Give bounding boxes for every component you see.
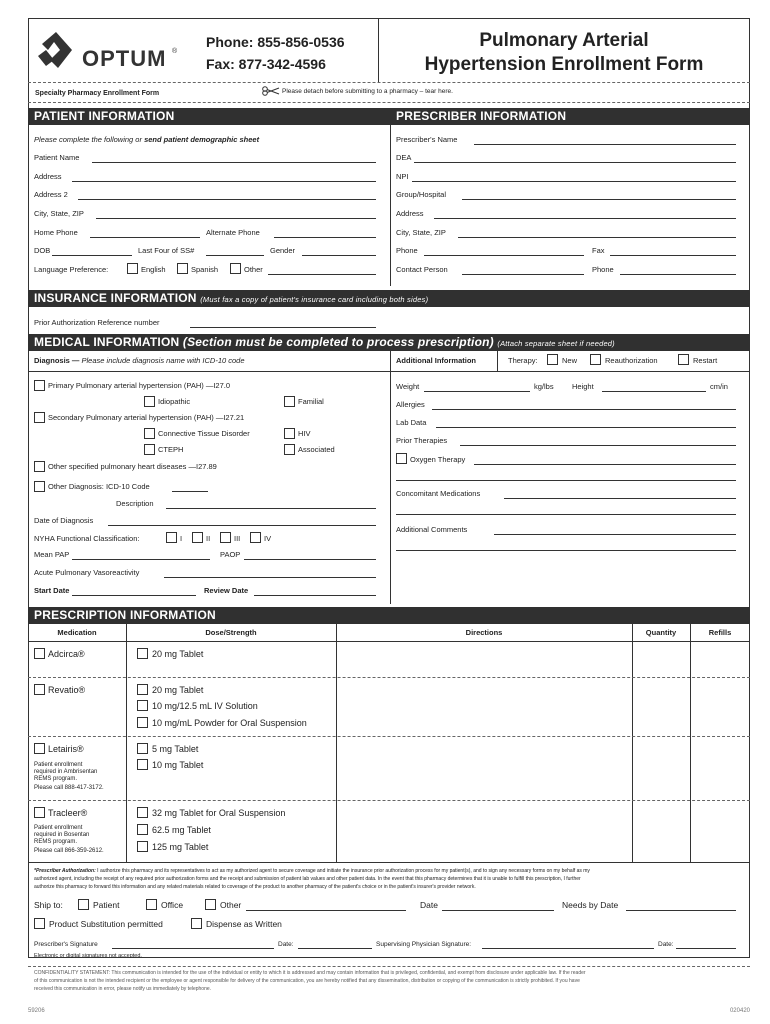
comments-field-2[interactable] xyxy=(396,550,736,551)
lab-data-label: Lab Data xyxy=(396,418,427,427)
patient-city-field[interactable] xyxy=(96,218,376,219)
col-medication: Medication xyxy=(57,628,97,637)
patient-intro-text: Please complete the following or xyxy=(34,135,145,144)
familial-checkbox[interactable] xyxy=(284,396,295,407)
contact-phone-field[interactable] xyxy=(620,274,736,275)
patient-prescriber-divider xyxy=(390,125,391,286)
ship-other-checkbox[interactable] xyxy=(205,899,216,910)
dea-label: DEA xyxy=(396,153,412,162)
prior-auth-label: Prior Authorization Reference number xyxy=(34,318,160,327)
home-phone-label: Home Phone xyxy=(34,228,78,237)
therapy-reauth-checkbox[interactable] xyxy=(590,354,601,365)
footer-date-code: 020420 xyxy=(729,1008,750,1014)
medical-section-subtitle: (Section must be completed to process prescription) xyxy=(182,335,494,349)
supervising-date-label: Date: xyxy=(658,941,674,948)
insurance-note: (Must fax a copy of patient's insurance card including both sides) xyxy=(200,295,429,304)
medical-note: (Attach separate sheet if needed) xyxy=(497,339,615,348)
prescriber-section-title: PRESCRIBER INFORMATION xyxy=(396,109,567,123)
oxygen-therapy-field-2[interactable] xyxy=(396,480,736,481)
paop-field[interactable] xyxy=(244,559,376,560)
date-diagnosis-field[interactable] xyxy=(108,525,376,526)
auth-line-2: authorized agent, including the receipt of any required prior authorization forms and the receipt and submission of patient lab values and other patient data. In the event that this pharmacy determines that it is unable to fulfill this prescription, I further xyxy=(34,876,581,882)
needs-by-label: Needs by Date xyxy=(562,900,619,910)
ship-office-checkbox[interactable] xyxy=(146,899,157,910)
adcirca-20mg-label: 20 mg Tablet xyxy=(152,649,204,659)
ship-patient-label: Patient xyxy=(93,900,120,910)
letairis-checkbox[interactable] xyxy=(34,743,45,754)
tear-line-top xyxy=(28,82,750,83)
patient-address-label: Address xyxy=(34,172,62,181)
allergies-label: Allergies xyxy=(396,400,425,409)
prescription-header-rule xyxy=(28,641,750,642)
diagnosis-heading xyxy=(34,356,245,366)
prescription-section-header xyxy=(28,607,750,624)
col-refills: Refills xyxy=(708,628,732,637)
tracleer-62mg-label: 62.5 mg Tablet xyxy=(152,825,211,835)
insurance-section-title: INSURANCE INFORMATION xyxy=(34,291,197,305)
supervising-date-field[interactable] xyxy=(676,948,736,949)
diagnosis-heading-bold: Diagnosis — xyxy=(34,356,82,365)
contact-person-label: Contact Person xyxy=(396,265,448,274)
diagnosis-heading-text: Please include diagnosis name with ICD-10 code xyxy=(81,356,245,365)
dob-label: DOB xyxy=(34,246,51,255)
prescription-section-title: PRESCRIPTION INFORMATION xyxy=(34,608,216,622)
associated-checkbox[interactable] xyxy=(284,444,295,455)
cteph-label: CTEPH xyxy=(158,445,184,454)
tracleer-note-2: required in Bosentan xyxy=(34,832,90,838)
electronic-note: Electronic or digital signatures not accepted. xyxy=(34,953,142,959)
ship-date-label: Date xyxy=(420,900,438,910)
prescriber-city-label: City, State, ZIP xyxy=(396,228,446,237)
auth-text-1: I authorize this pharmacy and its representatives to act as my authorized agent to secure coverage and initiate the insurance prior authorization process for my patient(s), and to sign any necessary forms on my behalf as my xyxy=(95,868,590,874)
home-phone-field[interactable] xyxy=(90,237,200,238)
letairis-10mg-label: 10 mg Tablet xyxy=(152,760,204,770)
nyha-ii-label: II xyxy=(206,534,211,543)
rx-col-line-1 xyxy=(126,624,127,862)
npi-field[interactable] xyxy=(412,181,736,182)
secondary-pah-label: Secondary Pulmonary arterial hypertension (PAH) —I27.21 xyxy=(48,413,245,422)
patient-city-label: City, State, ZIP xyxy=(34,209,84,218)
tracleer-125mg-label: 125 mg Tablet xyxy=(152,842,209,852)
other-diagnosis-label: Other Diagnosis: ICD-10 Code xyxy=(48,482,150,491)
ctd-label: Connective Tissue Disorder xyxy=(158,429,250,438)
revatio-iv-checkbox[interactable] xyxy=(137,700,148,711)
idiopathic-label: Idiopathic xyxy=(158,397,191,406)
icd10-code-field[interactable] xyxy=(172,491,208,492)
revatio-20mg-label: 20 mg Tablet xyxy=(152,685,204,695)
english-label: English xyxy=(141,265,166,274)
alt-phone-label: Alternate Phone xyxy=(206,228,260,237)
revatio-checkbox[interactable] xyxy=(34,684,45,695)
adcirca-checkbox[interactable] xyxy=(34,648,45,659)
nyha-i-checkbox[interactable] xyxy=(166,532,177,543)
english-checkbox[interactable] xyxy=(127,263,138,274)
patient-name-label: Patient Name xyxy=(34,153,80,162)
language-label: Language Preference: xyxy=(34,265,109,274)
height-field[interactable] xyxy=(602,391,706,392)
description-field[interactable] xyxy=(166,508,376,509)
associated-label: Associated xyxy=(298,445,335,454)
prescriber-city-field[interactable] xyxy=(458,237,736,238)
group-field[interactable] xyxy=(462,199,736,200)
primary-pah-checkbox[interactable] xyxy=(34,380,45,391)
review-date-field[interactable] xyxy=(254,595,376,596)
weight-label: Weight xyxy=(396,382,420,391)
footer-form-number: 59206 xyxy=(28,1008,45,1014)
hiv-checkbox[interactable] xyxy=(284,428,295,439)
ship-office-label: Office xyxy=(161,900,184,910)
additional-info-heading: Additional Information xyxy=(396,356,476,365)
familial-label: Familial xyxy=(298,397,324,406)
therapy-restart-label: Restart xyxy=(693,356,718,365)
review-date-label: Review Date xyxy=(204,586,249,595)
tracleer-note-3: REMS program. xyxy=(34,839,78,845)
ship-other-field[interactable] xyxy=(246,910,406,911)
prescriber-fax-field[interactable] xyxy=(610,255,736,256)
tracleer-note-1: Patient enrollment xyxy=(34,825,83,831)
optum-logo-mark-icon xyxy=(36,30,78,70)
rx-col-line-2 xyxy=(336,624,337,862)
header-phone: Phone: 855-856-0536 xyxy=(206,34,345,50)
daw-checkbox[interactable] xyxy=(191,918,202,929)
concomitant-label: Concomitant Medications xyxy=(396,489,481,498)
tracleer-62mg-checkbox[interactable] xyxy=(137,824,148,835)
therapy-label: Therapy: xyxy=(508,356,538,365)
allergies-field[interactable] xyxy=(432,409,736,410)
gender-label: Gender xyxy=(270,246,296,255)
nyha-iv-checkbox[interactable] xyxy=(250,532,261,543)
prescriber-fax-label: Fax xyxy=(592,246,605,255)
comments-field[interactable] xyxy=(494,534,736,535)
other-diagnosis-checkbox[interactable] xyxy=(34,481,45,492)
cmin-label: cm/in xyxy=(710,382,728,391)
substitution-checkbox[interactable] xyxy=(34,918,45,929)
date-diagnosis-label: Date of Diagnosis xyxy=(34,516,94,525)
gender-field[interactable] xyxy=(302,255,376,256)
ship-patient-checkbox[interactable] xyxy=(78,899,89,910)
description-label: Description xyxy=(116,499,154,508)
secondary-pah-checkbox[interactable] xyxy=(34,412,45,423)
letairis-note-1: Patient enrollment xyxy=(34,762,83,768)
letairis-10mg-checkbox[interactable] xyxy=(137,759,148,770)
rx-row-sep-1 xyxy=(28,677,750,678)
optum-logo-text: OPTUM xyxy=(82,46,167,71)
spanish-label: Spanish xyxy=(191,265,219,274)
paop-label: PAOP xyxy=(220,550,241,559)
letairis-5mg-checkbox[interactable] xyxy=(137,743,148,754)
specialty-form-label: Specialty Pharmacy Enrollment Form xyxy=(35,90,160,97)
signature-date-label: Date: xyxy=(278,941,294,948)
hiv-label: HIV xyxy=(298,429,311,438)
nyha-iii-label: III xyxy=(234,534,241,543)
idiopathic-checkbox[interactable] xyxy=(144,396,155,407)
detach-note: Please detach before submitting to a pharmacy – tear here. xyxy=(282,88,453,95)
prescriber-address-field[interactable] xyxy=(434,218,736,219)
other-language-label: Other xyxy=(244,265,263,274)
alt-phone-field[interactable] xyxy=(274,237,376,238)
primary-pah-label: Primary Pulmonary arterial hypertension (PAH) —I27.0 xyxy=(48,381,231,390)
patient-section-header xyxy=(28,108,390,125)
revatio-20mg-checkbox[interactable] xyxy=(137,684,148,695)
letairis-note-2: required in Ambrisentan xyxy=(34,769,98,775)
patient-intro-bold: send patient demographic sheet xyxy=(144,135,260,144)
ssn-field[interactable] xyxy=(206,255,264,256)
prescriber-name-field[interactable] xyxy=(474,144,736,145)
prior-auth-field[interactable] xyxy=(190,327,376,328)
optum-logo-reg: ® xyxy=(172,48,178,55)
letairis-note-3: REMS program. xyxy=(34,776,78,782)
comments-label: Additional Comments xyxy=(396,525,468,534)
col-dose: Dose/Strength xyxy=(205,628,257,637)
start-date-label: Start Date xyxy=(34,586,70,595)
vasoreactivity-field[interactable] xyxy=(164,577,376,578)
cteph-checkbox[interactable] xyxy=(144,444,155,455)
patient-intro xyxy=(34,135,259,145)
daw-label: Dispense as Written xyxy=(206,919,282,929)
group-label: Group/Hospital xyxy=(396,190,447,199)
confidential-line-2: of this communication is not the intended recipient or the employee or agent responsible for delivery of the communication, you are hereby notified that any dissemination, distribution or copying of the communication is strictly prohibited. If you have xyxy=(34,978,580,984)
scissors-icon xyxy=(262,86,280,96)
lab-data-field[interactable] xyxy=(436,427,736,428)
patient-address-field[interactable] xyxy=(72,181,376,182)
medical-section-header xyxy=(28,334,750,351)
patient-name-field[interactable] xyxy=(92,162,376,163)
mean-pap-label: Mean PAP xyxy=(34,550,70,559)
header-fax: Fax: 877-342-4596 xyxy=(206,56,326,72)
concomitant-field[interactable] xyxy=(504,498,736,499)
therapy-new-label: New xyxy=(562,356,578,365)
letairis-5mg-label: 5 mg Tablet xyxy=(152,744,199,754)
substitution-label: Product Substitution permitted xyxy=(49,919,163,929)
therapy-reauth-label: Reauthorization xyxy=(605,356,658,365)
nyha-iv-label: IV xyxy=(264,534,272,543)
prescriber-phone-field[interactable] xyxy=(424,255,584,256)
patient-section-title: PATIENT INFORMATION xyxy=(34,109,175,123)
npi-label: NPI xyxy=(396,172,409,181)
prescriber-address-label: Address xyxy=(396,209,424,218)
dob-field[interactable] xyxy=(52,255,132,256)
col-quantity: Quantity xyxy=(645,628,677,637)
confidential-line-3: received this communication in error, please notify us immediately by telephone. xyxy=(34,986,212,992)
oxygen-therapy-label: Oxygen Therapy xyxy=(410,455,466,464)
oxygen-therapy-field[interactable] xyxy=(474,464,736,465)
other-language-field[interactable] xyxy=(268,274,376,275)
dea-field[interactable] xyxy=(414,162,736,163)
nyha-ii-checkbox[interactable] xyxy=(192,532,203,543)
auth-line-1 xyxy=(34,868,590,875)
therapy-restart-checkbox[interactable] xyxy=(678,354,689,365)
contact-person-field[interactable] xyxy=(462,274,584,275)
revatio-iv-label: 10 mg/12.5 mL IV Solution xyxy=(152,701,258,711)
letairis-label: Letairis® xyxy=(48,744,84,754)
patient-address2-label: Address 2 xyxy=(34,190,68,199)
ship-date-field[interactable] xyxy=(442,910,554,911)
prescriber-signature-label: Prescriber's Signature xyxy=(34,941,98,948)
contact-phone-label: Phone xyxy=(592,265,614,274)
confidential-top-rule xyxy=(28,966,750,967)
col-directions: Directions xyxy=(465,628,503,637)
optum-logo xyxy=(36,28,206,78)
tracleer-note-4: Please call 866-359-2612. xyxy=(34,848,104,854)
rx-row-sep-3 xyxy=(28,800,750,801)
auth-lead: *Prescriber Authorization: xyxy=(34,868,96,874)
needs-by-field[interactable] xyxy=(626,910,736,911)
signature-date-field[interactable] xyxy=(298,948,372,949)
adcirca-20mg-checkbox[interactable] xyxy=(137,648,148,659)
ship-to-label: Ship to: xyxy=(34,900,63,910)
tracleer-125mg-checkbox[interactable] xyxy=(137,841,148,852)
tear-line-bottom xyxy=(28,102,750,103)
form-title-line1: Pulmonary Arterial xyxy=(479,30,649,51)
additional-info-divider xyxy=(497,351,498,371)
tracleer-label: Tracleer® xyxy=(48,808,88,818)
ctd-checkbox[interactable] xyxy=(144,428,155,439)
therapy-new-checkbox[interactable] xyxy=(547,354,558,365)
supervising-signature-label: Supervising Physician Signature: xyxy=(376,941,472,948)
nyha-iii-checkbox[interactable] xyxy=(220,532,231,543)
prescriber-section-header xyxy=(390,108,750,125)
adcirca-label: Adcirca® xyxy=(48,649,85,659)
prescriber-name-label: Prescriber's Name xyxy=(396,135,458,144)
prescriber-phone-label: Phone xyxy=(396,246,418,255)
form-title-line2: Hypertension Enrollment Form xyxy=(424,54,704,75)
ship-other-label: Other xyxy=(220,900,242,910)
rx-col-line-3 xyxy=(632,624,633,862)
supervising-signature-field[interactable] xyxy=(482,948,654,949)
revatio-label: Revatio® xyxy=(48,685,86,695)
other-language-checkbox[interactable] xyxy=(230,263,241,274)
other-pulmonary-label: Other specified pulmonary heart diseases —I27.89 xyxy=(48,462,217,471)
prescriber-signature-field[interactable] xyxy=(112,948,274,949)
insurance-section-header xyxy=(28,290,750,307)
mean-pap-field[interactable] xyxy=(72,559,210,560)
concomitant-field-2[interactable] xyxy=(396,514,736,515)
prior-therapies-field[interactable] xyxy=(460,445,736,446)
tracleer-checkbox[interactable] xyxy=(34,807,45,818)
start-date-field[interactable] xyxy=(72,595,196,596)
tracleer-32mg-checkbox[interactable] xyxy=(137,807,148,818)
rx-row-sep-2 xyxy=(28,736,750,737)
nyha-label: NYHA Functional Classification: xyxy=(34,534,140,543)
medical-column-divider xyxy=(390,351,391,604)
rx-col-line-4 xyxy=(690,624,691,862)
ssn-label: Last Four of SS# xyxy=(138,246,195,255)
confidential-line-1: CONFIDENTIALITY STATEMENT: This communication is intended for the use of the individual or entity to which it is addressed and may contain information that is privileged, confidential, and exempt from disclosure under applicable law. If the reader xyxy=(34,970,586,976)
nyha-i-label: I xyxy=(180,534,183,543)
oxygen-therapy-checkbox[interactable] xyxy=(396,453,407,464)
revatio-powder-checkbox[interactable] xyxy=(137,717,148,728)
auth-line-3: authorize this pharmacy to forward this information and any related materials related to coverage of the product to another pharmacy of the patient's choice or in the patient's insurer's provider network. xyxy=(34,884,476,890)
tracleer-32mg-label: 32 mg Tablet for Oral Suspension xyxy=(152,808,286,818)
weight-field[interactable] xyxy=(424,391,530,392)
letairis-note-4: Please call 888-417-3172. xyxy=(34,785,104,791)
vasoreactivity-label: Acute Pulmonary Vasoreactivity xyxy=(34,568,140,577)
height-label: Height xyxy=(572,382,594,391)
prescription-bottom-rule xyxy=(28,862,750,863)
medical-heading-rule xyxy=(28,371,750,372)
patient-address2-field[interactable] xyxy=(78,199,376,200)
revatio-powder-label: 10 mg/mL Powder for Oral Suspension xyxy=(152,718,307,728)
prior-therapies-label: Prior Therapies xyxy=(396,436,448,445)
spanish-checkbox[interactable] xyxy=(177,263,188,274)
medical-section-title: MEDICAL INFORMATION xyxy=(34,335,180,349)
kglbs-label: kg/lbs xyxy=(534,382,554,391)
other-pulmonary-checkbox[interactable] xyxy=(34,461,45,472)
